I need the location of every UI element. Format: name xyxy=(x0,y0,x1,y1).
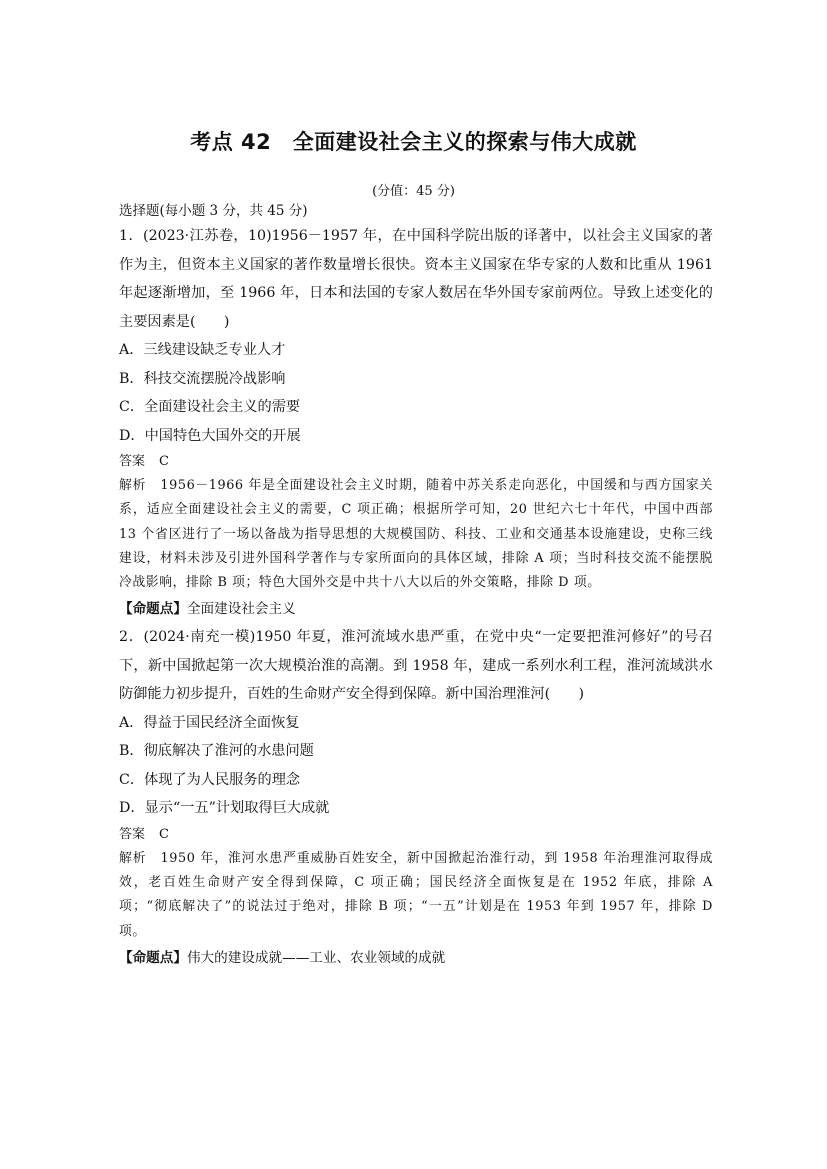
option-d: D．显示“一五”计划取得巨大成就 xyxy=(119,800,330,817)
option-c: C．体现了为人民服务的理念 xyxy=(119,771,301,788)
answer-line xyxy=(119,823,713,847)
topic-tag-label: 【命题点】 xyxy=(119,601,187,618)
question-1 xyxy=(119,222,713,623)
question-2 xyxy=(119,623,713,972)
answer-line xyxy=(119,450,713,474)
analysis xyxy=(119,474,713,595)
page-title: 考点 42 全面建设社会主义的探索与伟大成就 xyxy=(190,130,637,154)
topic-tag-label: 【命题点】 xyxy=(119,949,187,966)
topic-tag-text: 伟大的建设成就——工业、农业领域的成就 xyxy=(186,949,446,966)
option-a: A．三线建设缺乏专业人才 xyxy=(119,342,286,358)
answer-label: 答案 xyxy=(119,454,146,469)
option-d: D．中国特色大国外交的开展 xyxy=(119,427,301,444)
question-stem: 2．(2024·南充一模)1950 年夏，淮河流域水患严重，在党中央“一定要把淮河修好”的号召下，新中国掀起第一次大规模治淮的高潮。到 1958 年，建成一系列水利工程，淮河流域洪水防御能力初步提升，百姓的生命财产安全得到保障。新中国治理淮河( ) xyxy=(119,629,713,703)
answer-value: C xyxy=(159,826,169,842)
topic-tag xyxy=(119,595,713,623)
answer-value: C xyxy=(159,454,169,469)
question-stem: 1．(2023·江苏卷，10)1956－1957 年，在中国科学院出版的译著中，以社会主义国家的著作为主，但资本主义国家的著作数量增长很快。资本主义国家在华专家的人数和比重从 1961 年起逐渐增加，至 1966 年，日本和法国的专家人数居在华外国专家前两位。导致上述变化的主要因素是( ) xyxy=(119,228,713,330)
score-note: (分值：45 分) xyxy=(372,184,455,199)
section-heading: 选择题(每小题 3 分，共 45 分) xyxy=(119,203,308,219)
analysis-label: 解析 xyxy=(119,478,147,494)
content xyxy=(119,200,713,972)
option-b: B．彻底解决了淮河的水患问题 xyxy=(119,743,314,760)
analysis xyxy=(119,847,713,944)
topic-tag xyxy=(119,944,713,972)
analysis-text: 1950 年，淮河水患严重威胁百姓安全，新中国掀起治淮行动，到 1958 年治理淮河取得成效，老百姓生命财产安全得到保障，C 项正确；国民经济全面恢复是在 1952 年底，排除 A 项；“彻底解决了”的说法过于绝对，排除 B 项；“一五”计划是在 1953 年到 1957 年，排除 D 项。 xyxy=(119,850,714,939)
option-c: C．全面建设社会主义的需要 xyxy=(119,399,301,415)
option-b: B．科技交流摆脱冷战影响 xyxy=(119,370,286,387)
answer-label: 答案 xyxy=(119,826,146,842)
option-a: A．得益于国民经济全面恢复 xyxy=(119,714,300,731)
analysis-text: 1956－1966 年是全面建设社会主义时期，随着中苏关系走向恶化，中国缓和与西方国家关系，适应全面建设社会主义的需要，C 项正确；根据所学可知，20 世纪六七十年代，中国中西部 13 个省区进行了一场以备战为指导思想的大规模国防、科技、工业和交通基本设施建设，史称三线建设，材料未涉及引进外国科学著作与专家所面向的具体区域，排除 A 项；当时科技交流不能摆脱冷战影响，排除 B 项；特色大国外交是中共十八大以后的外交策略，排除 D 项。 xyxy=(119,478,713,591)
topic-tag-text: 全面建设社会主义 xyxy=(186,601,296,618)
analysis-label: 解析 xyxy=(119,850,147,866)
